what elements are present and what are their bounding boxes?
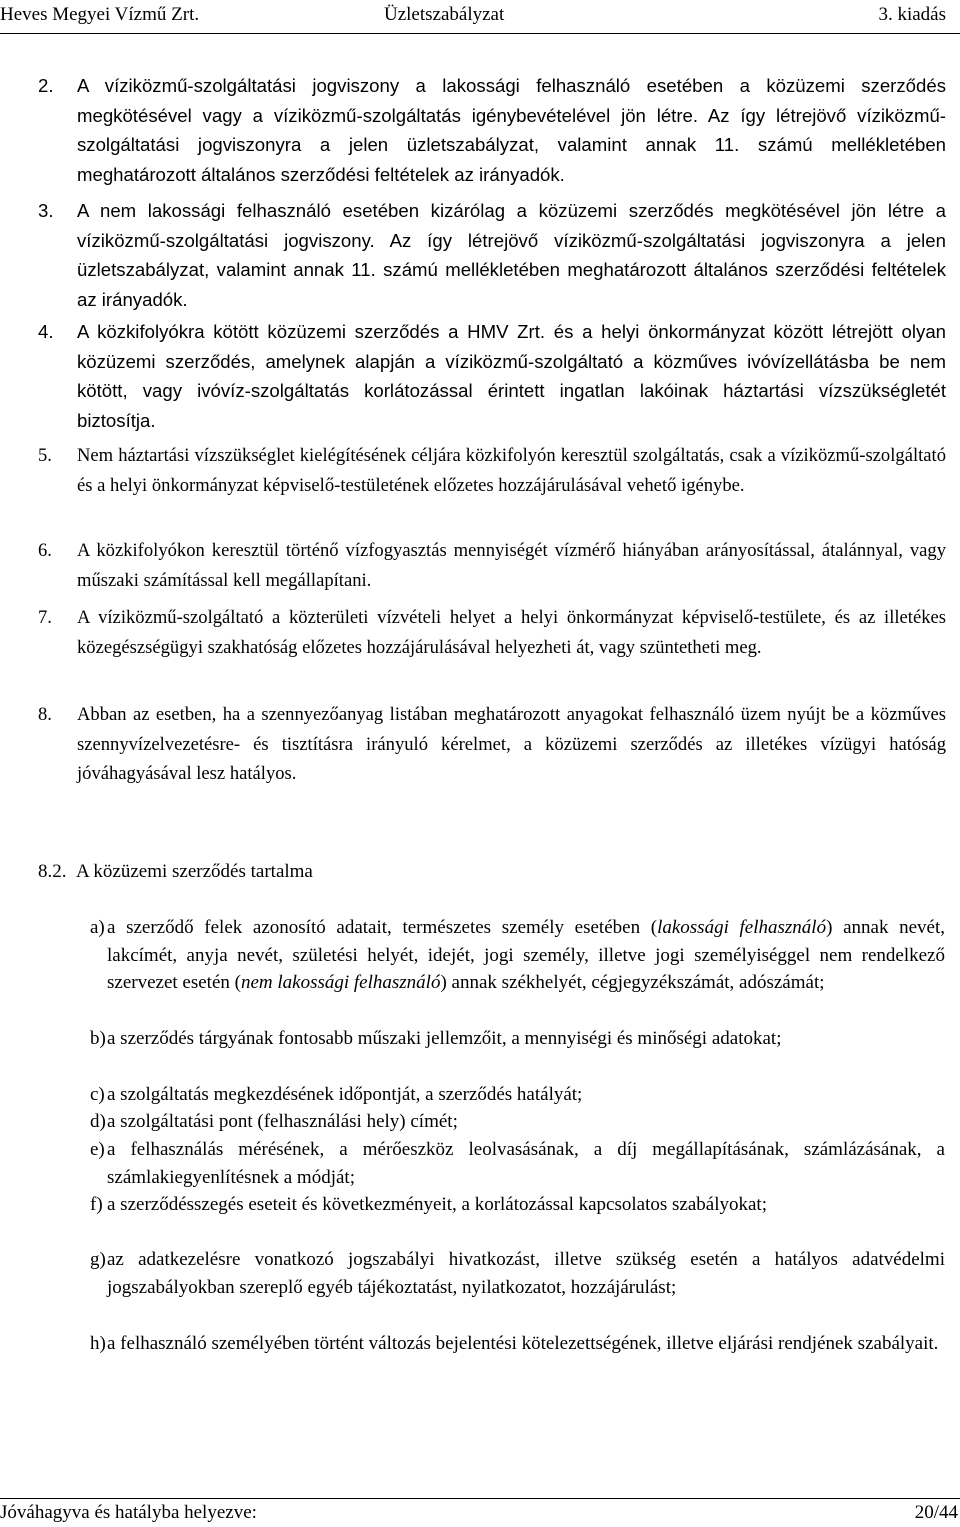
item-text: a felhasználás mérésének, a mérőeszköz leolvasásának, a díj megállapításának, számlázásának, a számlakiegyenlítésnek a módját; (107, 1139, 945, 1188)
lettered-item-h (90, 1330, 945, 1358)
page-header (0, 0, 960, 30)
item-text: A közkifolyókra kötött közüzemi szerződés a HMV Zrt. és a helyi önkormányzat között létrejött olyan közüzemi szerződés, amelynek alapján a víziközmű-szolgáltató a közműves ivóvízellátásba be nem kötött, vagy ivóvíz-szolgáltatás korlátozással érintett ingatlan lakóinak háztartási vízszükségletét biztosítja. (77, 321, 946, 431)
item-number: 8. (38, 704, 52, 725)
item-number: 5. (38, 445, 52, 466)
item-text: a szolgáltatás megkezdésének időpontját, a szerződés hatályát; (107, 1084, 583, 1105)
lettered-item-a (90, 914, 945, 997)
item-letter: f) (90, 1194, 103, 1215)
numbered-item-8 (38, 700, 946, 789)
item-letter: e) (90, 1139, 105, 1160)
item-text-part: a szerződő felek azonosító adatait, természetes személy esetében ( (107, 917, 658, 938)
header-company: Heves Megyei Vízmű Zrt. (0, 4, 200, 25)
item-letter: d) (90, 1111, 106, 1132)
item-number: 3. (38, 200, 54, 221)
header-divider (0, 33, 960, 34)
section-title: A közüzemi szerződés tartalma (76, 861, 313, 882)
footer-approval-label: Jóváhagyva és hatályba helyezve: (0, 1502, 257, 1523)
item-text: Nem háztartási vízszükséglet kielégítésének céljára közkifolyón keresztül szolgáltatás, csak a víziközmű-szolgáltató és a helyi önkormányzat képviselő-testületének előzetes hozzájárulásával vehető igénybe. (77, 445, 946, 496)
numbered-item-5 (38, 441, 946, 500)
item-text-part: ) annak székhelyét, cégjegyzékszámát, adószámát; (440, 972, 825, 993)
item-text: A víziközmű-szolgáltató a közterületi vízvételi helyet a helyi önkormányzat képviselő-testülete, és az illetékes közegészségügyi szakhatóság előzetes hozzájárulásával helyezheti át, vagy szüntetheti meg. (77, 607, 946, 658)
item-number: 4. (38, 321, 54, 342)
lettered-item-d (90, 1108, 945, 1136)
item-text: A közkifolyókon keresztül történő vízfogyasztás mennyiségét vízmérő hiányában arányosítással, átalánnyal, vagy műszaki számítással kell megállapítani. (77, 540, 946, 591)
item-text: A nem lakossági felhasználó esetében kizárólag a közüzemi szerződés megkötésével jön létre a víziközmű-szolgáltatási jogviszony. Az így létrejövő víziközmű-szolgáltatási jogviszonyra a jelen üzletszabályzat, valamint annak 11. számú mellékletében meghatározott általános szerződési feltételek az irányadók. (77, 200, 946, 310)
item-text: A víziközmű-szolgáltatási jogviszony a lakossági felhasználó esetében a közüzemi szerződés megkötésével vagy a víziközmű-szolgáltatás igénybevételével jön létre. Az így létrejövő víziközmű-szolgáltatási jogviszonyra a jelen üzletszabályzat, valamint annak 11. számú mellékletében meghatározott általános szerződési feltételek az irányadók. (77, 75, 946, 185)
item-letter: g) (90, 1249, 106, 1270)
header-edition: 3. kiadás (878, 4, 946, 25)
footer-divider (0, 1498, 960, 1499)
item-text: a szerződés tárgyának fontosabb műszaki jellemzőit, a mennyiségi és minőségi adatokat; (107, 1028, 782, 1049)
item-text: a felhasználó személyében történt változás bejelentési kötelezettségének, illetve eljárási rendjének szabályait. (107, 1333, 939, 1354)
footer-page-number: 20/44 (914, 1502, 958, 1523)
numbered-item-3 (38, 196, 946, 314)
page-footer (0, 1502, 960, 1524)
item-text-italic: lakossági felhasználó (657, 917, 827, 938)
item-letter: a) (90, 917, 105, 938)
item-text: Abban az esetben, ha a szennyezőanyag listában meghatározott anyagokat felhasználó üzem nyújt be a közműves szennyvízelvezetésre- és tisztításra irányuló kérelmet, a közüzemi szerződés az illetékes vízügyi hatóság jóváhagyásával lesz hatályos. (77, 704, 946, 784)
lettered-item-g (90, 1246, 945, 1301)
lettered-item-e (90, 1136, 945, 1191)
item-letter: b) (90, 1028, 106, 1049)
lettered-item-c (90, 1081, 945, 1109)
item-text: a szolgáltatási pont (felhasználási hely) címét; (107, 1111, 458, 1132)
item-letter: c) (90, 1084, 105, 1105)
item-number: 2. (38, 75, 54, 96)
header-doc-title: Üzletszabályzat (384, 4, 505, 25)
item-text (107, 914, 945, 997)
item-text-italic: nem lakossági felhasználó (240, 972, 441, 993)
lettered-item-b (90, 1025, 945, 1053)
item-letter: h) (90, 1333, 106, 1354)
item-text: a szerződésszegés eseteit és következményeit, a korlátozással kapcsolatos szabályokat; (107, 1194, 767, 1215)
numbered-item-2 (38, 71, 946, 189)
item-text: az adatkezelésre vonatkozó jogszabályi hivatkozást, illetve szükség esetén a hatályos adatvédelmi jogszabályokban szereplő egyéb tájékoztatást, nyilatkozatot, hozzájárulást; (107, 1249, 945, 1298)
item-number: 6. (38, 540, 52, 561)
lettered-item-f (90, 1191, 945, 1219)
item-text-part: ) annak nevét, lakcímét, anyja nevét, születési helyét, idejét, jogi személy, illetve jogi személyiséggel nem rendelkező szervezet esetén ( (107, 917, 945, 993)
numbered-item-7 (38, 603, 946, 662)
numbered-item-4 (38, 317, 946, 435)
section-number: 8.2. (38, 861, 67, 882)
item-number: 7. (38, 607, 52, 628)
numbered-item-6 (38, 536, 946, 595)
